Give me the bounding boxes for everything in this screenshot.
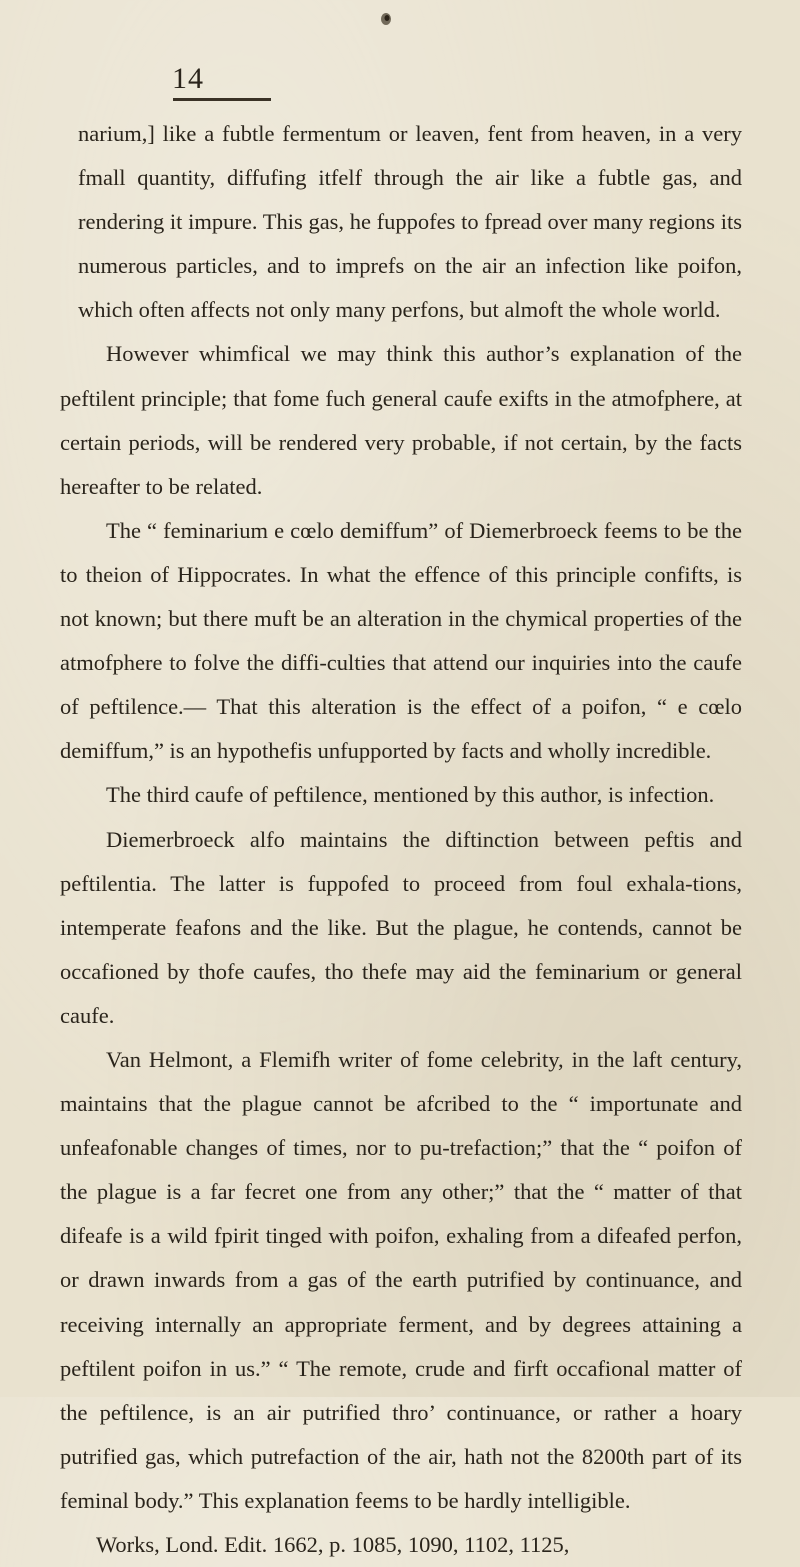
paragraph: The third caufe of peftilence, mentioned by this author, is infection.	[106, 782, 715, 808]
page-number: 14	[172, 62, 204, 95]
ink-spot-icon	[378, 10, 394, 28]
paragraph: narium,] like a fubtle fermentum or leaven, fent from heaven, in a very fmall quantity, diffufing itfelf through the air like a fubtle gas, and rendering it impure. This gas, he fuppofes to fpread over many regions its numerous particles, and to imprefs on the air an infection like poifon, which often affects not only many perfons, but almoft the whole world.	[78, 121, 742, 323]
paragraph: However whimfical we may think this author’s explanation of the peftilent principle; that fome fuch general caufe exifts in the atmofphere, at certain periods, will be rendered very probable, if not certain, by the facts hereafter to be related.	[60, 341, 742, 499]
page-header	[60, 0, 742, 112]
paragraph: The “ feminarium e cœlo demiffum” of Diemerbroeck feems to be the to theion of Hippocrates. In what the effence of this principle confifts, is not known; but there muft be an alteration in the chymical properties of the atmofphere to folve the diffi-culties that attend our inquiries into the caufe of peftilence.— That this alteration is the effect of a poifon, “ e cœlo demiffum,” is an hypothefis unfupported by facts and wholly incredible.	[60, 517, 742, 764]
body-text	[60, 112, 742, 1567]
paragraph: Diemerbroeck alfo maintains the diftinction between peftis and peftilentia. The latter is fuppofed to proceed from foul exhala-tions, intemperate feafons and the like. But the plague, he contends, cannot be occafioned by thofe caufes, tho thefe may aid the feminarium or general caufe.	[60, 826, 742, 1028]
header-rule	[173, 98, 271, 101]
paragraph: Van Helmont, a Flemifh writer of fome celebrity, in the laft century, maintains that the plague cannot be afcribed to the “ importunate and unfeafonable changes of times, nor to pu-trefaction;” that the “ poifon of the plague is a far fecret one from any other;” that the “ matter of that difeafe is a wild fpirit tinged with poifon, exhaling from a difeafed perfon, or drawn inwards from a gas of the earth putrified by continuance, and receiving internally an appropriate ferment, and by degrees attaining a peftilent poifon in us.” “ The remote, crude and firft occafional matter of the peftilence, is an air putrified thro’ continuance, or rather a hoary putrified gas, which putrefaction of the air, hath not the 8200th part of its feminal body.” This explanation feems to be hardly intelligible.	[60, 1046, 742, 1513]
footnote-reference: Works, Lond. Edit. 1662, p. 1085, 1090, 1102, 1125,	[96, 1532, 570, 1557]
